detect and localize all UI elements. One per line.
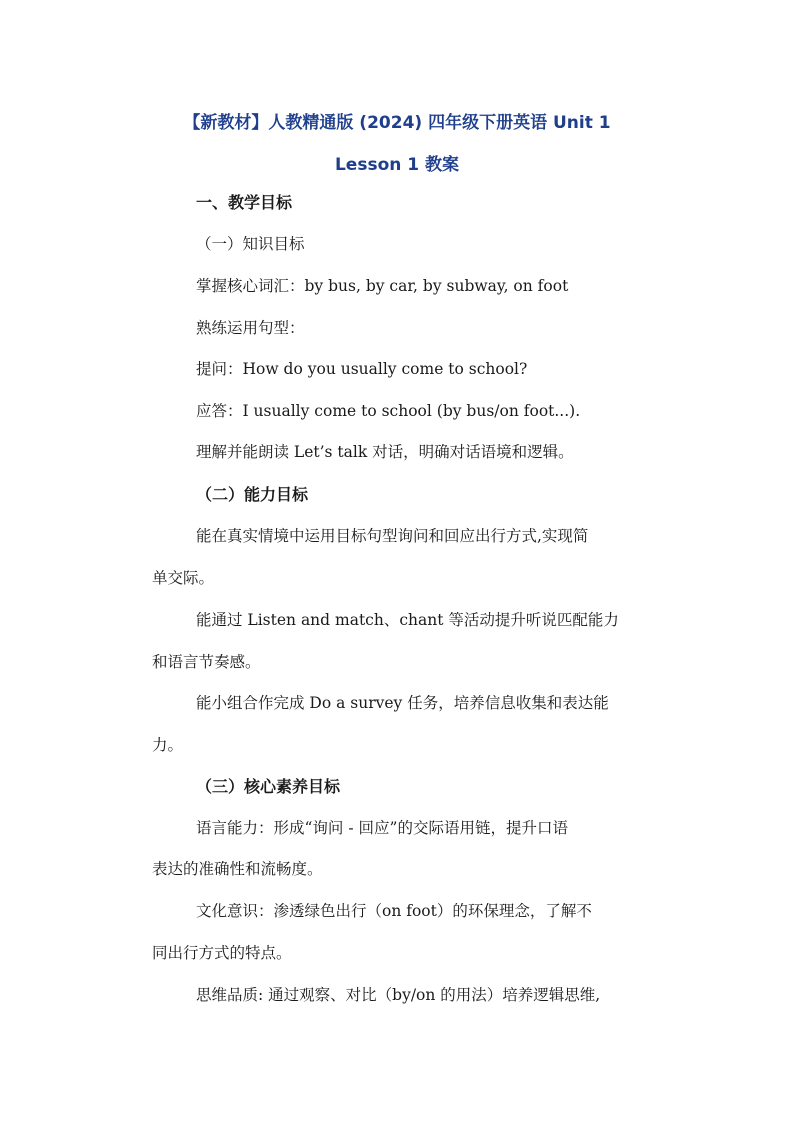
- section-heading-teaching-goals: 一、教学目标: [196, 193, 293, 212]
- subheading-ability-goals: （二）能力目标: [196, 485, 309, 504]
- ability-3-line-a: 能小组合作完成 Do a survey 任务，培养信息收集和表达能: [196, 694, 609, 712]
- ability-3-line-b: 力。: [152, 736, 184, 754]
- literacy-2-line-a: 文化意识：渗透绿色出行（on foot）的环保理念，了解不: [196, 902, 592, 920]
- document-title-line-2: Lesson 1 教案: [334, 155, 460, 175]
- subheading-core-literacy-goals: （三）核心素养目标: [196, 777, 341, 796]
- ability-1-line-a: 能在真实情境中运用目标句型询问和回应出行方式,实现简: [196, 527, 589, 545]
- talk-line: 理解并能朗读 Let’s talk 对话，明确对话语境和逻辑。: [196, 443, 574, 461]
- ability-2-line-b: 和语言节奏感。: [152, 653, 261, 671]
- document-title-line-1: 【新教材】人教精通版 (2024) 四年级下册英语 Unit 1: [183, 113, 611, 133]
- pattern-intro-line: 熟练运用句型：: [196, 319, 305, 337]
- literacy-1-line-a: 语言能力：形成“询问 - 回应”的交际语用链，提升口语: [196, 819, 568, 837]
- literacy-2-line-b: 同出行方式的特点。: [152, 944, 292, 962]
- literacy-3-line-a: 思维品质: 通过观察、对比（by/on 的用法）培养逻辑思维,: [196, 986, 601, 1004]
- vocab-line: 掌握核心词汇：by bus, by car, by subway, on foot: [196, 277, 569, 295]
- answer-line: 应答：I usually come to school (by bus/on foot...).: [196, 402, 581, 420]
- subheading-knowledge-goals: （一）知识目标: [196, 235, 305, 253]
- ability-2-line-a: 能通过 Listen and match、chant 等活动提升听说匹配能力: [196, 611, 619, 629]
- ability-1-line-b: 单交际。: [152, 569, 215, 587]
- literacy-1-line-b: 表达的准确性和流畅度。: [152, 860, 323, 878]
- question-line: 提问：How do you usually come to school?: [196, 360, 528, 378]
